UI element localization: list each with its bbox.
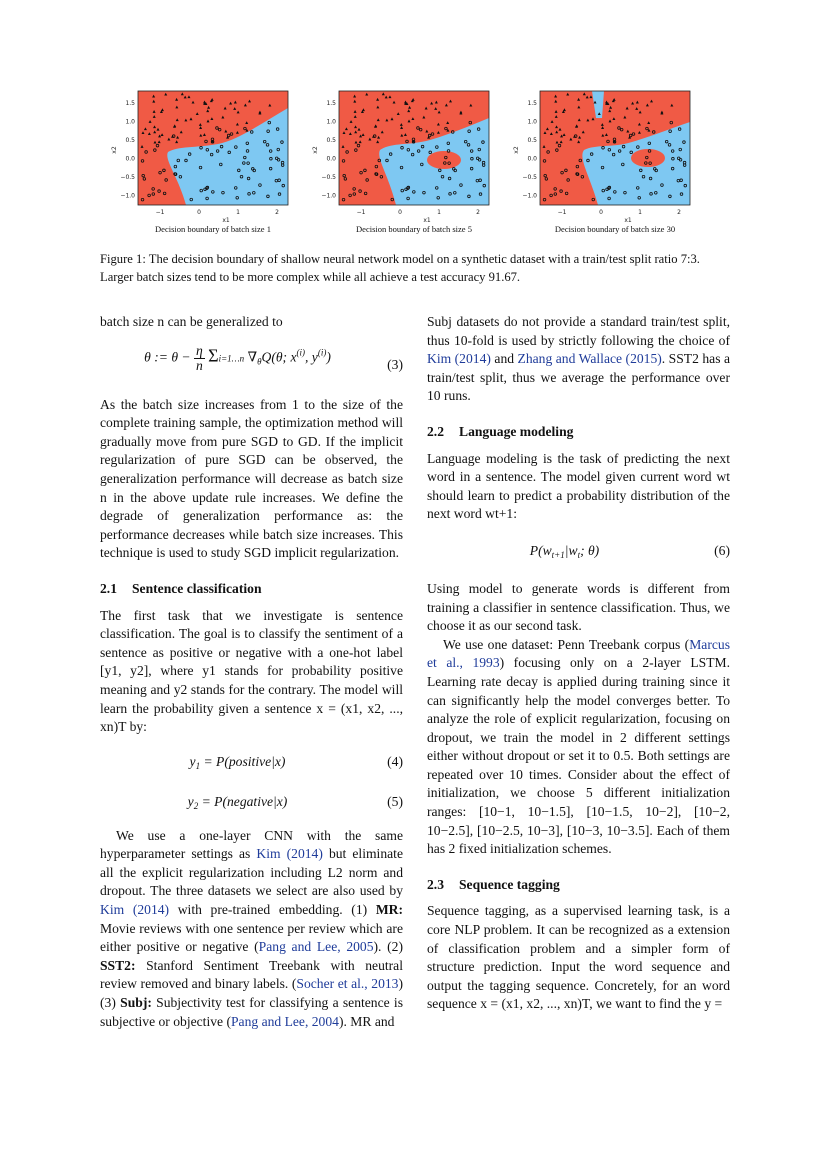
y-tick-label: 1.0 [326, 118, 336, 126]
panel-batch-5 [339, 91, 489, 205]
paragraph: Language modeling is the task of predicting the next word in a sentence. The model given current word wt should learn to predict a probability distribution of the next word wt+1: [427, 450, 730, 522]
paragraph: We use one dataset: Penn Treebank corpus (Marcus et al., 1993) focusing only on a 2-layer LSTM. Learning rate decay is applied during training since it can significantly help the model converges better. To analyze the role of explicit regularization, focusing on dropout, we train the model in 2 different settings either without dropout or set it to 0.5. Both settings are repeated over 10 times. Consider about the effect of initialization, we choose 5 different initialization ranges: [10−1, 10−1.5], [10−1.5, 10−2], [10−2, 10−2.5], [10−2.5, 10−3], [10−3, 10−3.5]. Each of them has 2 fixed initialization schemes. [427, 636, 731, 857]
equation-4: $y_1$ = P(positive|x) (4) [189, 753, 403, 771]
decision-boundary-figure [0, 88, 827, 238]
equation-number: (4) [387, 753, 403, 769]
y-tick-label: −0.5 [321, 174, 336, 181]
y-tick-label: −1.0 [120, 192, 135, 200]
citation-link[interactable]: Marcus et al., 1993 [427, 636, 730, 671]
x-tick-label: 0 [197, 209, 201, 216]
paragraph: Using model to generate words is different from training a classifier in sentence classification. Thus, we choose it as our second task. [427, 580, 730, 634]
x-tick-label: 0 [398, 209, 402, 216]
x-tick-label: 1 [236, 209, 240, 216]
citation-link[interactable]: Kim (2014) [427, 351, 491, 367]
citation-link[interactable]: Socher et al., 2013 [296, 976, 399, 992]
y-tick-label: 1.5 [527, 100, 537, 107]
y-tick-label: 0.5 [326, 137, 336, 144]
y-axis-label: x2 [111, 146, 118, 154]
x-tick-label: 0 [599, 209, 603, 216]
y-tick-label: 0.0 [527, 155, 537, 163]
equation-5: $y_2$ = P(negative|x) (5) [187, 793, 403, 811]
region-red-island [427, 151, 461, 169]
x-tick-label: −1 [155, 209, 165, 216]
x-tick-label: 1 [437, 209, 441, 216]
citation-link[interactable]: Kim (2014) [100, 902, 170, 918]
x-axis-label: x1 [624, 217, 632, 224]
paragraph: Subj datasets do not provide a standard train/test split, thus 10-fold is used by strictly following the choice of Kim (2014) and Zhang and Wallace (2015). SST2 has a train/test split, thus we average the performance over 10 runs. [427, 314, 731, 404]
y-tick-label: −0.5 [522, 174, 537, 181]
y-tick-label: 0.0 [326, 155, 336, 163]
y-tick-label: −0.5 [120, 174, 135, 181]
citation-link[interactable]: Pang and Lee, 2004 [230, 1013, 339, 1029]
x-tick-label: 2 [476, 209, 480, 216]
y-tick-label: 1.5 [326, 100, 336, 107]
left-column [100, 313, 403, 1031]
panel-batch-1 [138, 91, 288, 205]
y-tick-label: −1.0 [321, 192, 336, 200]
panel-batch-30 [540, 91, 690, 205]
y-tick-label: 0.5 [527, 137, 537, 144]
equation-3: θ := θ − $\frac{\eta}{n}$ Σi=1…n $\nabla_\theta Q(\theta$; $x^{(i)}$, $y^{(i)}$) (3) [144, 342, 403, 373]
right-column [427, 313, 730, 1014]
x-axis-label: x1 [423, 217, 431, 224]
paragraph: We use a one-layer CNN with the same hyperparameter settings as Kim (2014) but eliminate all the explicit regularization including L2 norm and dropout. The three datasets we select are also used by Kim (2014) with pre-trained embedding. (1) MR: Movie reviews with one sentence per review which are either positive or negative (Pang and Lee, 2005). (2) SST2: Stanford Sentiment Treebank with neutral review removed and binary labels. (Socher et al., 2013) (3) Subj: Subjectivity test for classifying a sentence is subjective or objective (Pang and Lee, 2004). MR and [100, 827, 404, 1029]
equation-number: (6) [714, 542, 730, 558]
y-axis-label: x2 [312, 146, 319, 154]
y-tick-label: 0.5 [125, 137, 135, 144]
section-heading-2-2: 2.2 Language modeling [427, 423, 574, 439]
x-tick-label: −1 [356, 209, 366, 216]
panel-caption-3: Decision boundary of batch size 30 [554, 224, 676, 234]
panel-caption-2: Decision boundary of batch size 5 [356, 224, 472, 234]
x-tick-label: −1 [557, 209, 567, 216]
figure-1 [0, 88, 827, 248]
y-tick-label: 0.0 [125, 155, 135, 163]
x-axis-label: x1 [222, 217, 230, 224]
x-tick-label: 2 [677, 209, 681, 216]
paragraph: batch size n can be generalized to [100, 314, 283, 329]
x-tick-label: 1 [638, 209, 642, 216]
y-tick-label: 1.5 [125, 100, 135, 107]
x-tick-label: 2 [275, 209, 279, 216]
equation-number: (5) [387, 793, 403, 809]
y-tick-label: 1.0 [125, 118, 135, 126]
equation-number: (3) [387, 356, 403, 372]
y-axis-label: x2 [513, 146, 520, 154]
paragraph: As the batch size increases from 1 to the size of the complete training sample, the optimization method will gradually move from pure SGD to GD. If the implicit regularization of pure SGD can be observed, the generalization performance will decrease as batch size n in the above update rule increases. We define the degrade of generalization performance as: the performance decreases while batch size increases. This technique is used to study SGD implicit regularization. [100, 396, 403, 561]
citation-link[interactable]: Zhang and Wallace (2015) [517, 351, 662, 367]
section-heading-2-3: 2.3 Sequence tagging [427, 876, 560, 892]
y-tick-label: −1.0 [522, 192, 537, 200]
panel-caption-1: Decision boundary of batch size 1 [155, 224, 271, 234]
citation-link[interactable]: Kim (2014) [256, 846, 323, 862]
paragraph: The first task that we investigate is sentence classification. The goal is to classify the sentiment of a sentence as positive or negative with a one-hot label [y1, y2], where y1 stands for probability positive meaning and y2 stands for the contrary. The model will learn the probability given a sentence x = (x1, x2, ..., xn)T by: [100, 607, 403, 735]
equation-6: $P(w_{t+1}|w_t$; θ) (6) [529, 542, 730, 560]
figure-caption: Figure 1: The decision boundary of shallow neural network model on a synthetic dataset with a train/test split ratio 7:3. Larger batch sizes tend to be more complex while all achieve a test accuracy 91.67. [100, 252, 700, 284]
y-tick-label: 1.0 [527, 118, 537, 126]
section-heading-2-1: 2.1 Sentence classification [100, 580, 262, 596]
citation-link[interactable]: Pang and Lee, 2005 [258, 939, 374, 955]
paragraph: Sequence tagging, as a supervised learning task, is a core NLP problem. It can be recognized as a extension of classification problem and a simpler form of structure prediction. Input the word sequence and output the tagging sequence. Concretely, for an word sequence x = (x1, x2, ..., xn)T, we want to find the y = [427, 903, 730, 1012]
